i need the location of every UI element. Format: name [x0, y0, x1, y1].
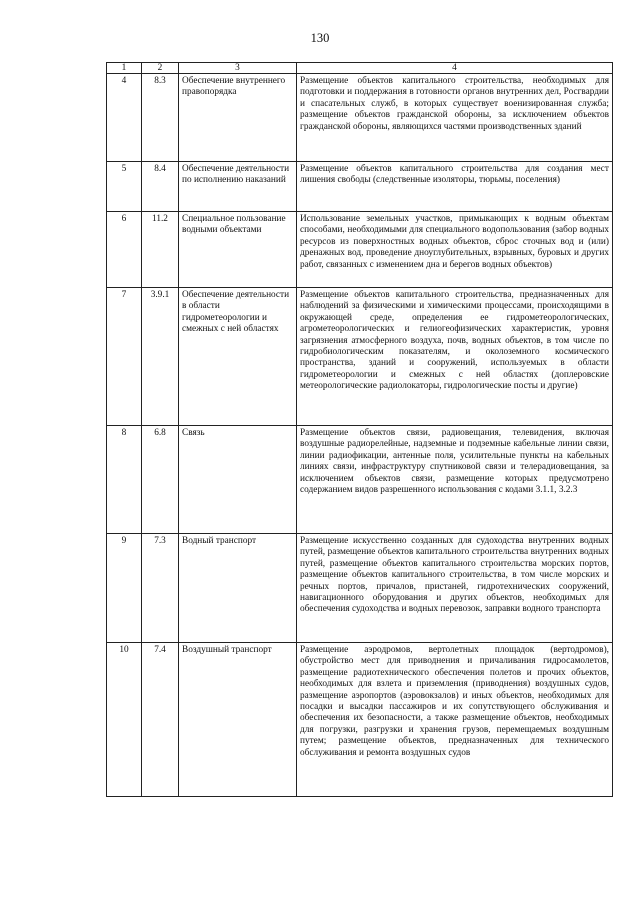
table-row [107, 212, 613, 288]
row-code: 8.4 [142, 162, 179, 212]
table-header-row [107, 63, 613, 74]
table-row [107, 643, 613, 797]
row-code: 3.9.1 [142, 288, 179, 426]
row-number: 4 [107, 74, 142, 162]
row-code: 7.4 [142, 643, 179, 797]
row-name: Специальное пользование водными объектами [179, 212, 297, 288]
row-description: Использование земельных участков, примыкающих к водным объектам способами, необходимыми для специального водопользования (забор водных ресурсов из поверхностных водных объектов, сброс сточных вод и (или) дренажных вод, проведение дноуглубительных, взрывных, буровых и других работ, связанных с изменением дна и берегов водных объектов) [297, 212, 613, 288]
row-description: Размещение объектов капитального строительства, необходимых для подготовки и поддержания в готовности органов внутренних дел, Росгвардии и спасательных служб, в которых существует военизированная служба; размещение объектов гражданской обороны, за исключением объектов гражданской обороны, являющихся частями производственных зданий [297, 74, 613, 162]
row-number: 10 [107, 643, 142, 797]
land-use-table [106, 62, 613, 797]
row-description: Размещение объектов капитального строительства, предназначенных для наблюдений за физическими и химическими процессами, происходящими в окружающей среде, определения ее гидрометеорологических, агрометеорологических и гелиогеофизических характеристик, уровня загрязнения атмосферного воздуха, почв, водных объектов, в том числе по гидробиологическим показателям, и околоземного космического пространства, зданий и сооружений, используемых в области гидрометеорологии и смежных с ней областях (доплеровские метеорологические радиолокаторы, гидрологические посты и другие) [297, 288, 613, 426]
row-number: 8 [107, 426, 142, 534]
row-description: Размещение объектов капитального строительства для создания мест лишения свободы (следственные изоляторы, тюрьмы, поселения) [297, 162, 613, 212]
column-header-name: 3 [179, 63, 297, 74]
column-header-number: 1 [107, 63, 142, 74]
row-description: Размещение объектов связи, радиовещания, телевидения, включая воздушные радиорелейные, надземные и подземные кабельные линии связи, линии радиофикации, антенные поля, усилительные пункты на кабельных линиях связи, инфраструктуру спутниковой связи и телерадиовещания, за исключением объектов связи, размещение которых предусмотрено содержанием видов разрешенного использования с кодами 3.1.1, 3.2.3 [297, 426, 613, 534]
row-code: 11.2 [142, 212, 179, 288]
row-name: Водный транспорт [179, 534, 297, 643]
table-row [107, 426, 613, 534]
row-description: Размещение искусственно созданных для судоходства внутренних водных путей, размещение объектов капитального строительства внутренних водных путей, размещение объектов капитального строительства морских портов, размещение объектов капитального строительства, в том числе морских и речных портов, причалов, пристаней, гидротехнических сооружений, навигационного оборудования и других объектов, необходимых для обеспечения судоходства и водных перевозок, заправки водного транспорта [297, 534, 613, 643]
row-number: 6 [107, 212, 142, 288]
row-name: Воздушный транспорт [179, 643, 297, 797]
row-description: Размещение аэродромов, вертолетных площадок (вертодромов), обустройство мест для приводнения и причаливания гидросамолетов, размещение радиотехнического обеспечения полетов и прочих объектов, необходимых для взлета и приземления (приводнения) воздушных судов, размещение аэропортов (аэровокзалов) и иных объектов, необходимых для посадки и высадки пассажиров и их сопутствующего обслуживания и обеспечения их безопасности, а также размещение объектов, необходимых для погрузки, разгрузки и хранения грузов, перемещаемых воздушным путем; размещение объектов, предназначенных для технического обслуживания и ремонта воздушных судов [297, 643, 613, 797]
row-number: 7 [107, 288, 142, 426]
table-row [107, 288, 613, 426]
table-row [107, 534, 613, 643]
table-row [107, 162, 613, 212]
row-code: 7.3 [142, 534, 179, 643]
row-name: Обеспечение деятельности в области гидрометеорологии и смежных с ней областях [179, 288, 297, 426]
row-number: 9 [107, 534, 142, 643]
row-number: 5 [107, 162, 142, 212]
row-code: 6.8 [142, 426, 179, 534]
row-name: Обеспечение внутреннего правопорядка [179, 74, 297, 162]
page-number: 130 [310, 31, 330, 45]
column-header-code: 2 [142, 63, 179, 74]
row-code: 8.3 [142, 74, 179, 162]
column-header-description: 4 [297, 63, 613, 74]
table-row [107, 74, 613, 162]
row-name: Обеспечение деятельности по исполнению наказаний [179, 162, 297, 212]
row-name: Связь [179, 426, 297, 534]
